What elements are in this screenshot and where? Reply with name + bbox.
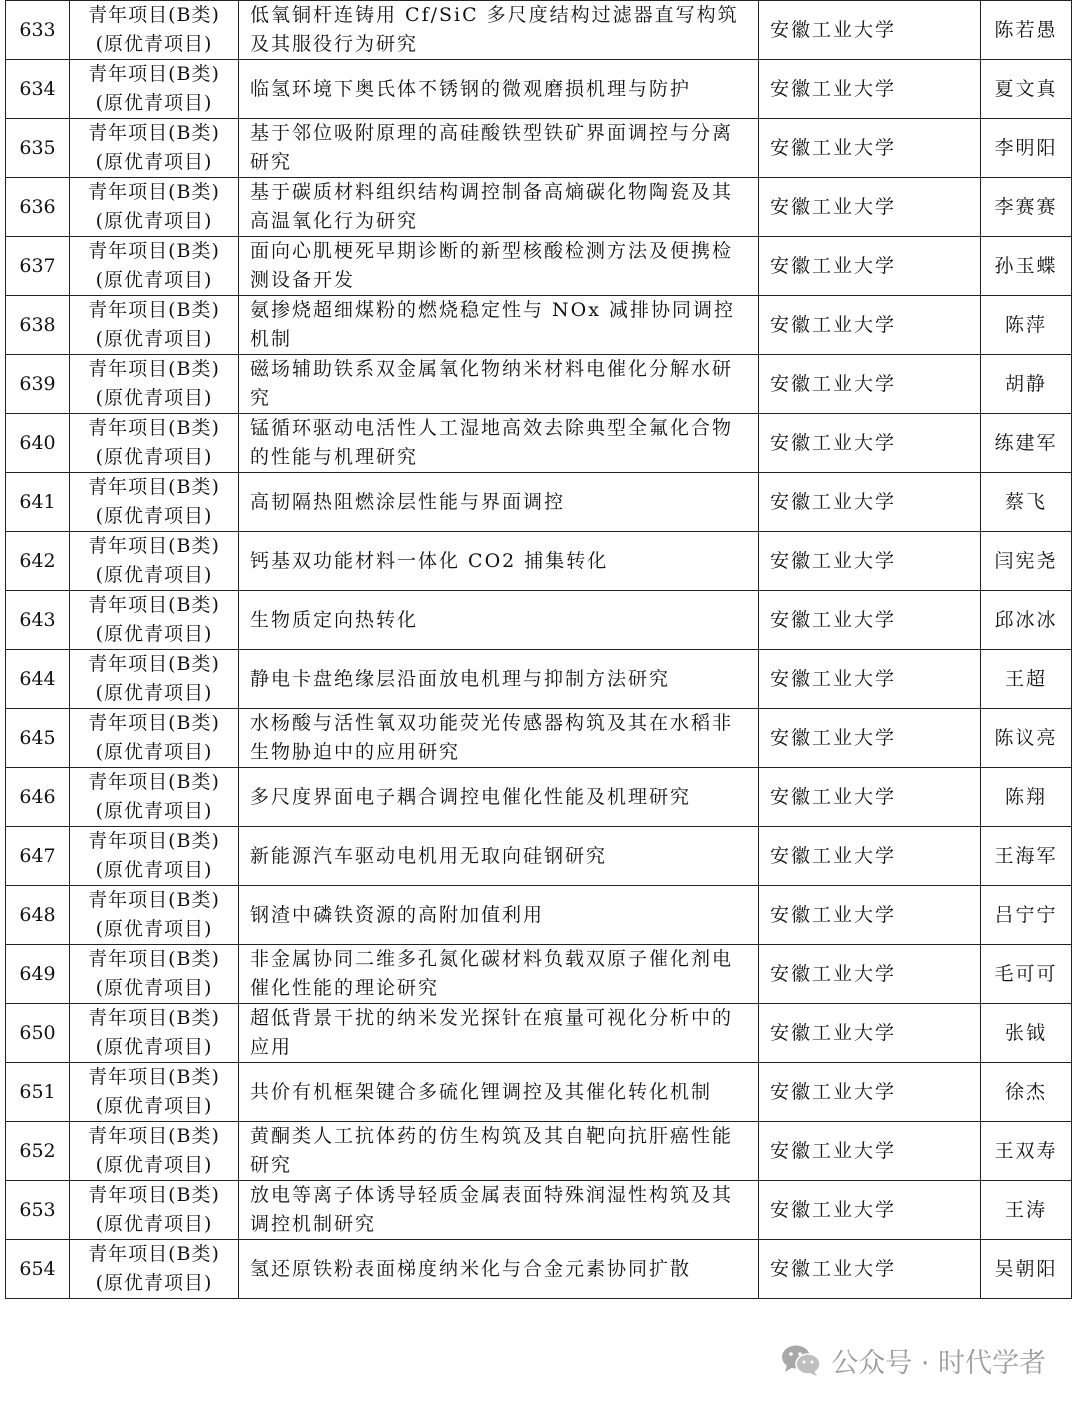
table-row [6,827,1072,886]
project-title: 新能源汽车驱动电机用无取向硅钢研究 [239,827,759,886]
project-leader: 王双寿 [981,1122,1072,1181]
project-title: 生物质定向热转化 [239,591,759,650]
project-unit: 安徽工业大学 [759,1004,981,1063]
project-unit: 安徽工业大学 [759,768,981,827]
project-type-line1: 青年项目(B类) [88,889,220,911]
project-leader: 蔡飞 [981,473,1072,532]
table-row [6,1,1072,60]
project-unit: 安徽工业大学 [759,355,981,414]
project-title: 基于碳质材料组织结构调控制备高熵碳化物陶瓷及其高温氧化行为研究 [239,178,759,237]
project-type [70,591,239,650]
table-row [6,296,1072,355]
project-leader: 胡静 [981,355,1072,414]
project-leader: 陈翔 [981,768,1072,827]
project-unit: 安徽工业大学 [759,827,981,886]
project-type-line1: 青年项目(B类) [88,476,220,498]
project-type-line2: (原优青项目) [95,151,213,173]
table-row [6,178,1072,237]
project-type-line1: 青年项目(B类) [88,358,220,380]
project-type-line1: 青年项目(B类) [88,299,220,321]
project-type [70,1240,239,1299]
project-leader: 陈议亮 [981,709,1072,768]
project-title: 水杨酸与活性氧双功能荧光传感器构筑及其在水稻非生物胁迫中的应用研究 [239,709,759,768]
table-row [6,1240,1072,1299]
project-type-line1: 青年项目(B类) [88,771,220,793]
project-type-line2: (原优青项目) [95,918,213,940]
project-leader: 练建军 [981,414,1072,473]
project-type-line2: (原优青项目) [95,269,213,291]
project-title: 氨掺烧超细煤粉的燃烧稳定性与 NOx 减排协同调控机制 [239,296,759,355]
project-title: 基于邻位吸附原理的高硅酸铁型铁矿界面调控与分离研究 [239,119,759,178]
project-type-line1: 青年项目(B类) [88,948,220,970]
project-type-line2: (原优青项目) [95,505,213,527]
project-type [70,827,239,886]
table-row [6,119,1072,178]
project-title: 静电卡盘绝缘层沿面放电机理与抑制方法研究 [239,650,759,709]
table-row [6,60,1072,119]
project-leader: 夏文真 [981,60,1072,119]
project-leader: 王海军 [981,827,1072,886]
table-row [6,1004,1072,1063]
project-number: 654 [6,1240,70,1299]
project-number: 635 [6,119,70,178]
project-number: 652 [6,1122,70,1181]
project-type-line1: 青年项目(B类) [88,1066,220,1088]
project-number: 641 [6,473,70,532]
project-type-line1: 青年项目(B类) [88,535,220,557]
project-title: 高韧隔热阻燃涂层性能与界面调控 [239,473,759,532]
project-type-line1: 青年项目(B类) [88,240,220,262]
project-type-line2: (原优青项目) [95,1272,213,1294]
project-number: 640 [6,414,70,473]
project-type-line1: 青年项目(B类) [88,1243,220,1265]
project-number: 651 [6,1063,70,1122]
project-type [70,532,239,591]
project-type-line1: 青年项目(B类) [88,181,220,203]
project-leader: 李明阳 [981,119,1072,178]
table-row [6,1063,1072,1122]
project-leader: 毛可可 [981,945,1072,1004]
project-number: 653 [6,1181,70,1240]
project-title: 面向心肌梗死早期诊断的新型核酸检测方法及便携检测设备开发 [239,237,759,296]
project-type-line2: (原优青项目) [95,682,213,704]
project-leader: 张钺 [981,1004,1072,1063]
project-type [70,1181,239,1240]
project-unit: 安徽工业大学 [759,178,981,237]
project-leader: 闫宪尧 [981,532,1072,591]
project-title: 超低背景干扰的纳米发光探针在痕量可视化分析中的应用 [239,1004,759,1063]
project-type [70,119,239,178]
project-type [70,1004,239,1063]
table-row [6,886,1072,945]
project-unit: 安徽工业大学 [759,1063,981,1122]
project-number: 643 [6,591,70,650]
table-row [6,355,1072,414]
project-type-line1: 青年项目(B类) [88,1125,220,1147]
project-number: 639 [6,355,70,414]
project-title: 氢还原铁粉表面梯度纳米化与合金元素协同扩散 [239,1240,759,1299]
project-number: 638 [6,296,70,355]
project-type [70,60,239,119]
project-unit: 安徽工业大学 [759,1240,981,1299]
project-type-line2: (原优青项目) [95,446,213,468]
project-type [70,650,239,709]
project-type-line2: (原优青项目) [95,92,213,114]
project-leader: 吴朝阳 [981,1240,1072,1299]
project-leader: 王涛 [981,1181,1072,1240]
project-type-line2: (原优青项目) [95,1095,213,1117]
table-row [6,1181,1072,1240]
table-row [6,237,1072,296]
watermark [779,1340,1046,1380]
project-type-line1: 青年项目(B类) [88,594,220,616]
project-unit: 安徽工业大学 [759,1,981,60]
project-type-line2: (原优青项目) [95,387,213,409]
project-title: 低氧铜杆连铸用 Cf/SiC 多尺度结构过滤器直写构筑及其服役行为研究 [239,1,759,60]
project-type-line2: (原优青项目) [95,977,213,999]
project-number: 644 [6,650,70,709]
project-type [70,178,239,237]
project-leader: 王超 [981,650,1072,709]
project-type [70,768,239,827]
project-type-line2: (原优青项目) [95,33,213,55]
project-unit: 安徽工业大学 [759,473,981,532]
project-type-line2: (原优青项目) [95,564,213,586]
table-row [6,414,1072,473]
project-title: 黄酮类人工抗体药的仿生构筑及其自靶向抗肝癌性能研究 [239,1122,759,1181]
project-type-line2: (原优青项目) [95,800,213,822]
project-title: 多尺度界面电子耦合调控电催化性能及机理研究 [239,768,759,827]
project-type-line1: 青年项目(B类) [88,653,220,675]
project-title: 非金属协同二维多孔氮化碳材料负载双原子催化剂电催化性能的理论研究 [239,945,759,1004]
project-number: 647 [6,827,70,886]
table-row [6,945,1072,1004]
project-unit: 安徽工业大学 [759,886,981,945]
project-number: 646 [6,768,70,827]
project-title: 钙基双功能材料一体化 CO2 捕集转化 [239,532,759,591]
project-type-line2: (原优青项目) [95,1213,213,1235]
project-unit: 安徽工业大学 [759,60,981,119]
project-title: 磁场辅助铁系双金属氧化物纳米材料电催化分解水研究 [239,355,759,414]
table-row [6,768,1072,827]
project-type-line2: (原优青项目) [95,328,213,350]
watermark-text: 公众号 · 时代学者 [831,1347,1046,1379]
project-type [70,886,239,945]
project-number: 645 [6,709,70,768]
project-leader: 陈若愚 [981,1,1072,60]
project-type [70,945,239,1004]
table-row [6,532,1072,591]
project-unit: 安徽工业大学 [759,532,981,591]
project-unit: 安徽工业大学 [759,591,981,650]
table-row [6,591,1072,650]
project-title: 锰循环驱动电活性人工湿地高效去除典型全氟化合物的性能与机理研究 [239,414,759,473]
project-unit: 安徽工业大学 [759,237,981,296]
project-type [70,296,239,355]
project-title: 钢渣中磷铁资源的高附加值利用 [239,886,759,945]
project-type-line2: (原优青项目) [95,1036,213,1058]
table-row [6,650,1072,709]
project-table [5,0,1072,1299]
project-unit: 安徽工业大学 [759,1122,981,1181]
project-number: 637 [6,237,70,296]
project-unit: 安徽工业大学 [759,650,981,709]
project-type [70,237,239,296]
project-number: 634 [6,60,70,119]
project-type [70,1122,239,1181]
project-type-line2: (原优青项目) [95,741,213,763]
table-row [6,473,1072,532]
project-type-line2: (原优青项目) [95,859,213,881]
project-type-line1: 青年项目(B类) [88,1184,220,1206]
project-unit: 安徽工业大学 [759,414,981,473]
project-type-line1: 青年项目(B类) [88,63,220,85]
project-leader: 邱冰冰 [981,591,1072,650]
project-unit: 安徽工业大学 [759,119,981,178]
project-type [70,1063,239,1122]
project-type [70,355,239,414]
project-leader: 陈萍 [981,296,1072,355]
project-number: 648 [6,886,70,945]
project-number: 650 [6,1004,70,1063]
project-type-line1: 青年项目(B类) [88,122,220,144]
project-unit: 安徽工业大学 [759,296,981,355]
project-unit: 安徽工业大学 [759,945,981,1004]
table-body [6,1,1072,1299]
project-leader: 徐杰 [981,1063,1072,1122]
project-title: 临氢环境下奥氏体不锈钢的微观磨损机理与防护 [239,60,759,119]
project-title: 放电等离子体诱导轻质金属表面特殊润湿性构筑及其调控机制研究 [239,1181,759,1240]
project-type [70,709,239,768]
project-leader: 孙玉蝶 [981,237,1072,296]
table-row [6,709,1072,768]
project-title: 共价有机框架键合多硫化锂调控及其催化转化机制 [239,1063,759,1122]
project-number: 636 [6,178,70,237]
wechat-icon [779,1343,823,1377]
project-type-line2: (原优青项目) [95,623,213,645]
project-type [70,414,239,473]
project-type-line1: 青年项目(B类) [88,830,220,852]
project-type [70,1,239,60]
project-type-line2: (原优青项目) [95,210,213,232]
project-number: 642 [6,532,70,591]
project-type-line1: 青年项目(B类) [88,417,220,439]
project-type-line1: 青年项目(B类) [88,1007,220,1029]
project-leader: 李赛赛 [981,178,1072,237]
project-type-line1: 青年项目(B类) [88,4,220,26]
project-number: 633 [6,1,70,60]
project-leader: 吕宁宁 [981,886,1072,945]
project-type-line1: 青年项目(B类) [88,712,220,734]
project-unit: 安徽工业大学 [759,1181,981,1240]
table-row [6,1122,1072,1181]
project-type [70,473,239,532]
project-unit: 安徽工业大学 [759,709,981,768]
project-number: 649 [6,945,70,1004]
project-type-line2: (原优青项目) [95,1154,213,1176]
